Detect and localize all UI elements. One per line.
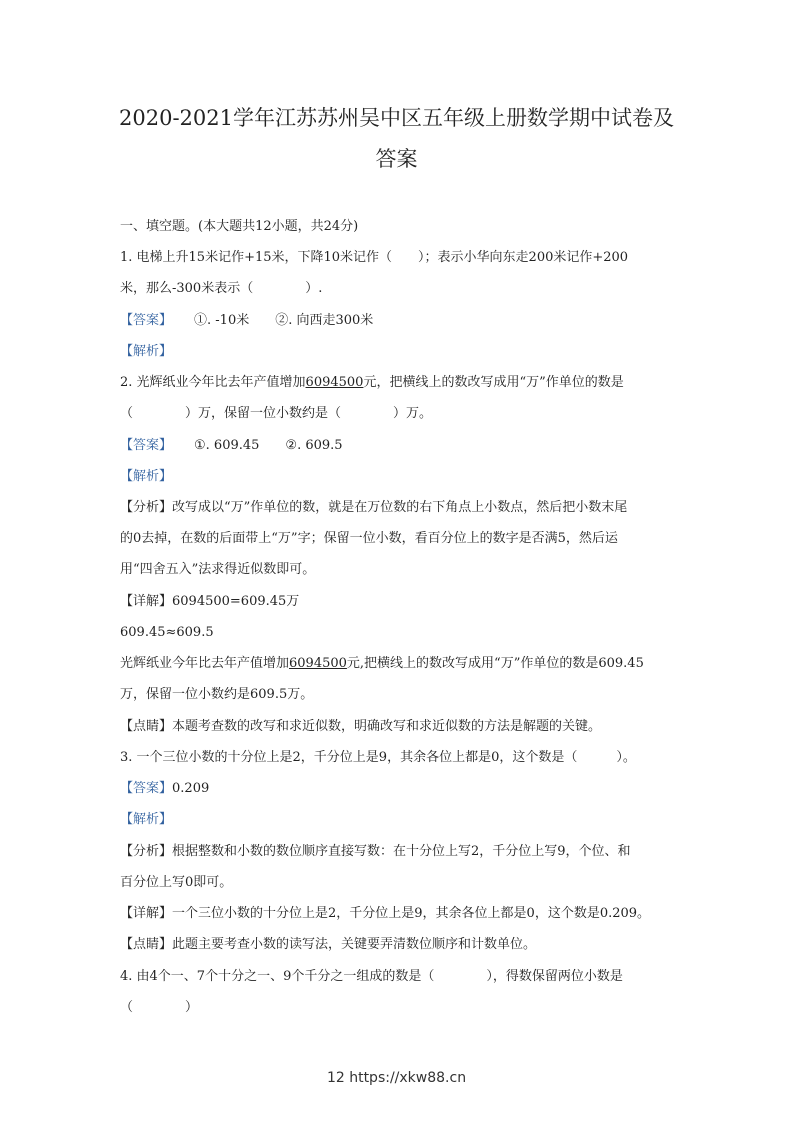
q3-answer: 0.209	[172, 781, 210, 796]
q1-answer: ①. -10米 ②. 向西走300米	[194, 313, 374, 328]
q2-answer-row	[120, 437, 343, 455]
q2-fenxi-text1: 改写成以“万”作单位的数，就是在万位数的右下角点上小数点，然后把小数末尾	[172, 500, 628, 515]
q2-line1-post: 元，把横线上的数改写成用“万”作单位的数是	[363, 375, 624, 390]
doc-title-line2: 答案	[375, 147, 418, 171]
q2-xiangjie-line1	[120, 593, 299, 611]
q3-line1: 3. 一个三位小数的十分位上是2，千分位上是9，其余各位上都是0，这个数是（ ）。	[120, 750, 636, 765]
q3-dianjing-text: 此题主要考查小数的读写法，关键要弄清数位顺序和计数单位。	[172, 937, 537, 952]
q2-xj3-underlined-number: 6094500	[289, 656, 347, 671]
q2-line1	[120, 374, 624, 392]
q3-xiangjie-text: 一个三位小数的十分位上是2，千分位上是9，其余各位上都是0，这个数是0.209。	[172, 906, 651, 921]
q3-fenxi-line2: 百分位上写0即可。	[120, 875, 233, 890]
q2-underlined-number: 6094500	[305, 375, 364, 390]
q2-xj3-pre: 光辉纸业今年比去年产值增加	[120, 656, 290, 671]
q3-xiangjie	[120, 905, 650, 923]
answer-tag: 【答案】	[120, 781, 173, 796]
q2-xiangjie-line4: 万，保留一位小数约是609.5万。	[120, 687, 314, 702]
q2-xj3-post: 元,把横线上的数改写成用“万”作单位的数是609.45	[346, 656, 644, 671]
q2-line1-pre: 2. 光辉纸业今年比去年产值增加	[120, 375, 306, 390]
q3-answer-row	[120, 780, 209, 798]
q2-dianjing	[120, 718, 601, 736]
q2-fenxi-line3: 用“四舍五入”法求得近似数即可。	[120, 562, 316, 577]
q2-answer: ①. 609.45 ②. 609.5	[194, 438, 343, 453]
q2-xiangjie-line2: 609.45≈609.5	[120, 625, 214, 640]
q2-analysis-tag: 【解析】	[120, 469, 173, 484]
q1-line2: 米，那么-300米表示（ ）.	[120, 281, 323, 296]
q3-fenxi-text1: 根据整数和小数的数位顺序直接写数：在十分位上写2，千分位上写9，个位、和	[172, 844, 631, 859]
q2-xiangjie-text1: 6094500=609.45万	[172, 594, 300, 609]
fenxi-tag: 【分析】	[120, 500, 173, 515]
q2-dianjing-text: 本题考查数的改写和求近似数，明确改写和求近似数的方法是解题的关键。	[172, 719, 602, 734]
q1-line1: 1. 电梯上升15米记作+15米，下降10米记作（ ）；表示小华向东走200米记作+200	[120, 250, 629, 265]
answer-tag: 【答案】	[120, 313, 173, 328]
q4-line2: （ ）	[120, 1000, 199, 1015]
fenxi-tag: 【分析】	[120, 844, 173, 859]
q2-xiangjie-line3	[120, 655, 644, 673]
page-footer: 12 https://xkw88.cn	[326, 1070, 467, 1086]
dianjing-tag: 【点睛】	[120, 719, 173, 734]
q3-fenxi-line1	[120, 843, 631, 861]
dianjing-tag: 【点睛】	[120, 937, 173, 952]
q1-analysis-tag: 【解析】	[120, 344, 173, 359]
q4-line1: 4. 由4个一、7个十分之一、9个千分之一组成的数是（ ），得数保留两位小数是	[120, 969, 623, 984]
q1-answer-row	[120, 312, 373, 330]
xiangjie-tag: 【详解】	[120, 906, 173, 921]
xiangjie-tag: 【详解】	[120, 594, 173, 609]
doc-title-line1: 2020-2021学年江苏苏州吴中区五年级上册数学期中试卷及	[119, 106, 674, 130]
q2-fenxi-line2: 的0去掉，在数的后面带上“万”字；保留一位小数，看百分位上的数字是否满5，然后运	[120, 531, 618, 546]
section-heading: 一、填空题。(本大题共12小题，共24分)	[120, 219, 359, 234]
answer-tag: 【答案】	[120, 438, 173, 453]
q3-analysis-tag: 【解析】	[120, 812, 173, 827]
q3-dianjing	[120, 936, 536, 954]
q2-fenxi-line1	[120, 499, 627, 517]
q2-line2: （ ）万，保留一位小数约是（ ）万。	[120, 406, 433, 421]
